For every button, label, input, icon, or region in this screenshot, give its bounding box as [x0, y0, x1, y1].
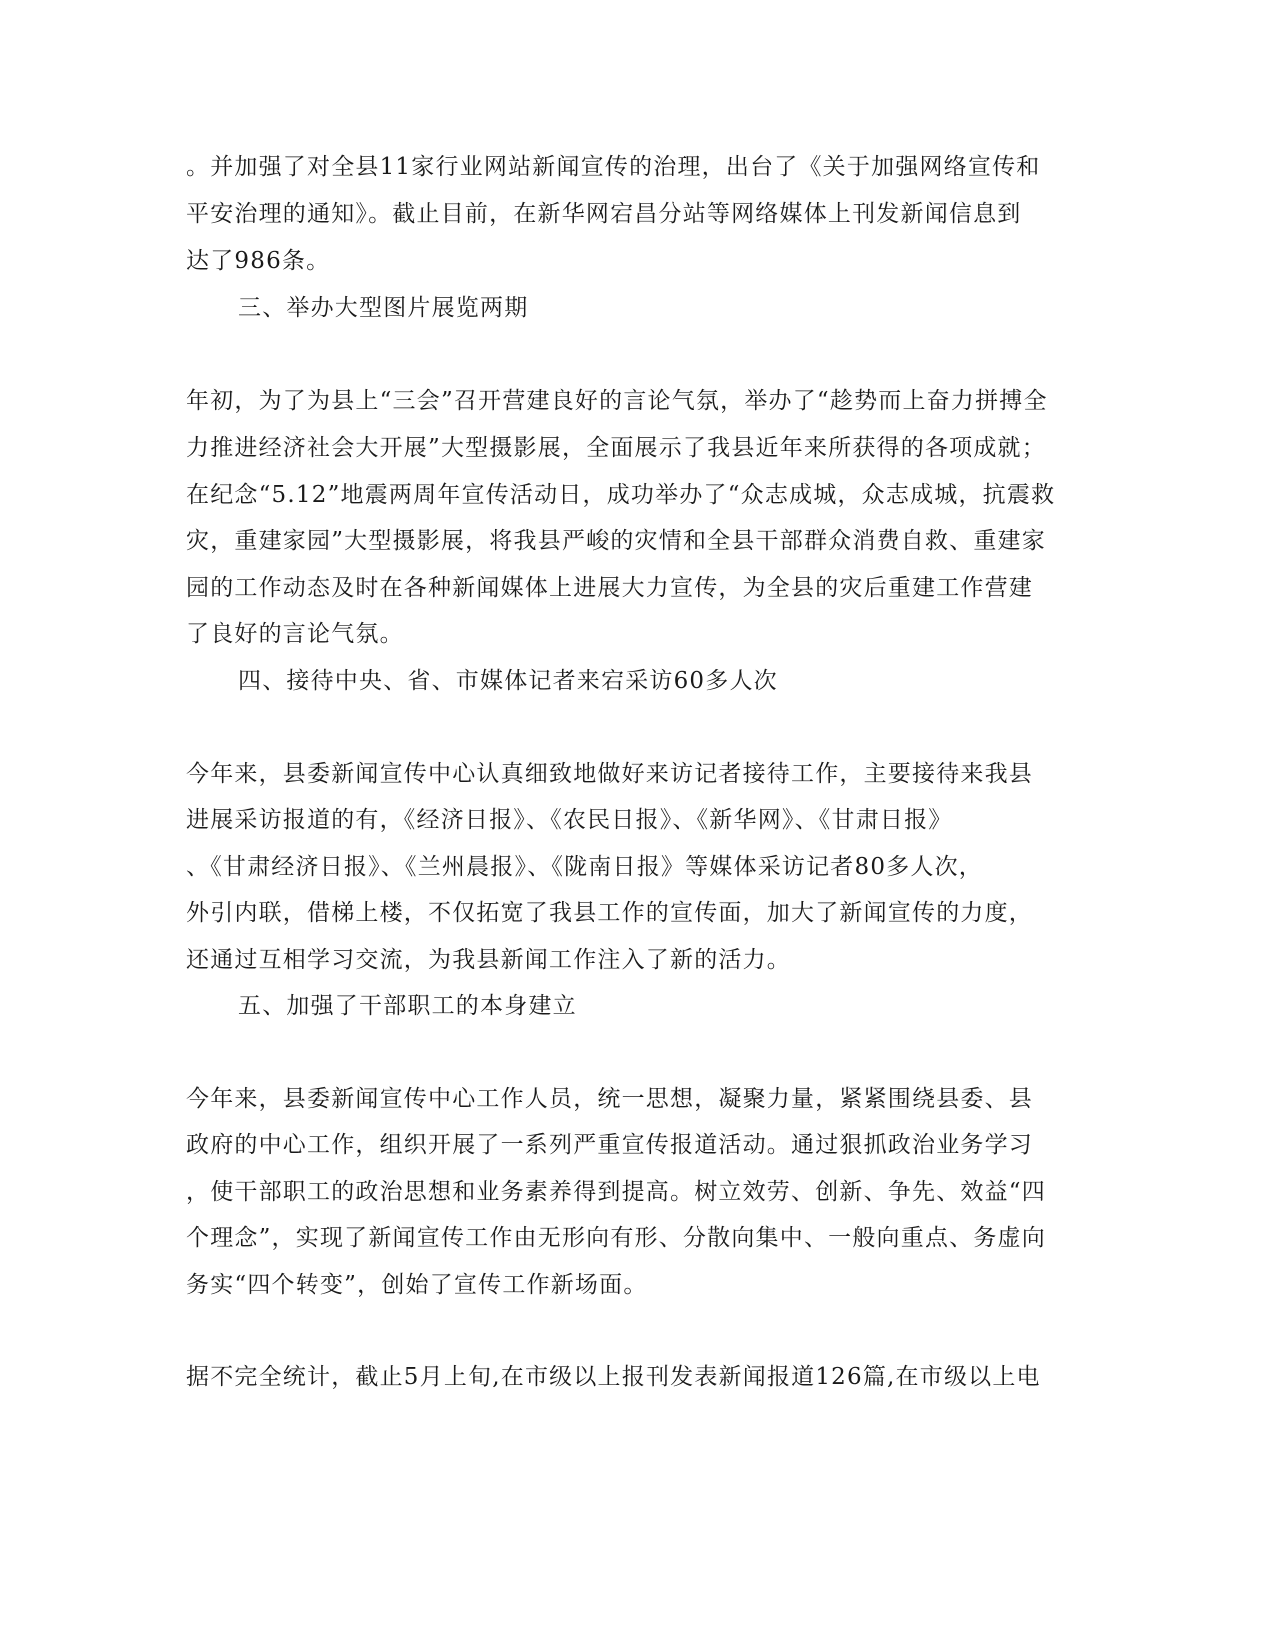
paragraph-line: 今年来，县委新闻宣传中心认真细致地做好来访记者接待工作，主要接待来我县: [186, 761, 1033, 787]
paragraph-line: 。并加强了对全县11家行业网站新闻宣传的治理，出台了《关于加强网络宣传和: [186, 154, 1041, 180]
paragraph-line: 在纪念“5.12”地震两周年宣传活动日，成功举办了“众志成城，众志成城，抗震救: [186, 482, 1056, 508]
paragraph-line: 务实“四个转变”，创始了宣传工作新场面。: [186, 1272, 648, 1298]
paragraph-line: 据不完全统计，截止5月上旬,在市级以上报刊发表新闻报道126篇,在市级以上电: [186, 1364, 1041, 1390]
section-heading: 四、接待中央、省、市媒体记者来宕采访60多人次: [238, 668, 778, 694]
paragraph-line: 园的工作动态及时在各种新闻媒体上进展大力宣传，为全县的灾后重建工作营建: [186, 575, 1033, 601]
paragraph-line: 今年来，县委新闻宣传中心工作人员，统一思想，凝聚力量，紧紧围绕县委、县: [186, 1086, 1033, 1112]
paragraph-line: 政府的中心工作，组织开展了一系列严重宣传报道活动。通过狠抓政治业务学习: [186, 1132, 1033, 1158]
paragraph-line: 年初，为了为县上“三会”召开营建良好的言论气氛，举办了“趁势而上奋力拼搏全: [186, 388, 1048, 414]
paragraph-line: 了良好的言论气氛。: [186, 621, 404, 647]
paragraph-line: 力推进经济社会大开展”大型摄影展，全面展示了我县近年来所获得的各项成就；: [186, 435, 1046, 461]
paragraph-line: 个理念”，实现了新闻宣传工作由无形向有形、分散向集中、一般向重点、务虚向: [186, 1225, 1046, 1251]
section-heading: 三、举办大型图片展览两期: [238, 295, 529, 321]
paragraph-line: 还通过互相学习交流，为我县新闻工作注入了新的活力。: [186, 947, 791, 973]
paragraph-line: 进展采访报道的有，《经济日报》、《农民日报》、《新华网》、《甘肃日报》: [186, 807, 953, 833]
paragraph-line: 达了986条。: [186, 248, 331, 274]
paragraph-line: 、《甘肃经济日报》、《兰州晨报》、《陇南日报》等媒体采访记者80多人次，: [186, 854, 983, 880]
section-heading: 五、加强了干部职工的本身建立: [238, 993, 577, 1019]
paragraph-line: ，使干部职工的政治思想和业务素养得到提高。树立效劳、创新、争先、效益“四: [186, 1179, 1046, 1205]
paragraph-line: 灾，重建家园”大型摄影展，将我县严峻的灾情和全县干部群众消费自救、重建家: [186, 528, 1046, 554]
paragraph-line: 外引内联，借梯上楼，不仅拓宽了我县工作的宣传面，加大了新闻宣传的力度，: [186, 900, 1033, 926]
paragraph-line: 平安治理的通知》。截止目前，在新华网宕昌分站等网络媒体上刊发新闻信息到: [186, 201, 1022, 227]
